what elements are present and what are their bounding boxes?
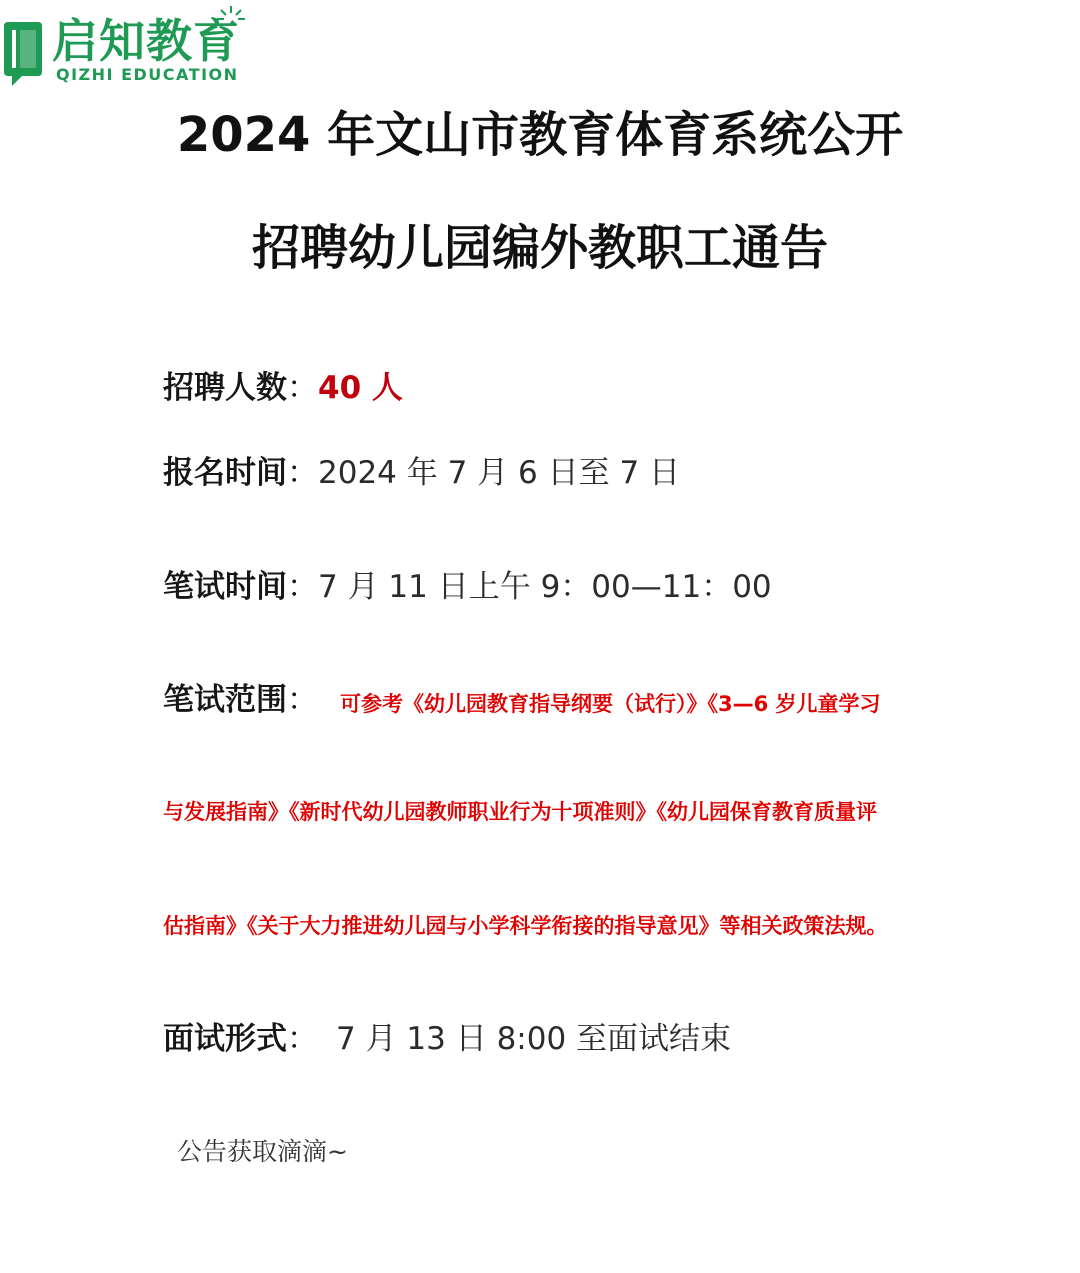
exam-time-label: 笔试时间 [163,569,287,605]
brand-name-en: QIZHI EDUCATION [56,65,239,84]
interview-colon: ： [287,1021,318,1057]
interview-value: 7 月 13 日 8:00 至面试结束 [336,1021,732,1057]
exam-scope-text-1: 可参考《幼儿园教育指导纲要（试行）》《3—6 岁儿童学习 [340,692,881,716]
exam-scope-text-2: 与发展指南》《新时代幼儿园教师职业行为十项准则》《幼儿园保育教育质量评 [163,800,877,824]
page-title-line-1: 2024 年文山市教育体育系统公开 [176,107,904,163]
page-title-line-2: 招聘幼儿园编外教职工通告 [251,220,828,276]
exam-time-colon: ： [287,569,318,605]
signup-time-row [163,453,680,498]
recruit-count-colon: ： [287,370,318,406]
exam-scope-text-3: 估指南》《关于大力推进幼儿园与小学科学衔接的指导意见》等相关政策法规。 [163,914,888,938]
recruit-count-label: 招聘人数 [163,370,287,406]
exam-time-row [163,567,772,612]
signup-time-colon: ： [287,455,318,491]
exam-time-value: 7 月 11 日上午 9：00—11：00 [318,569,772,605]
exam-scope-line-3 [163,911,888,943]
signup-time-value: 2024 年 7 月 6 日至 7 日 [318,455,681,491]
brand-name-cn: 启知教育 [52,14,240,68]
exam-scope-label: 笔试范围 [163,682,287,718]
recruit-count-row [163,368,403,413]
exam-scope-line-2 [163,797,877,829]
exam-scope-line-1 [340,689,881,721]
interview-row [163,1019,731,1064]
footer-note: 公告获取滴滴~ [177,1137,348,1166]
exam-scope-colon: ： [287,682,318,718]
exam-scope-row [163,680,318,725]
interview-label: 面试形式 [163,1021,287,1057]
brand-logo [2,4,252,88]
book-icon [2,16,46,88]
recruit-count-value: 40 人 [318,370,403,406]
signup-time-label: 报名时间 [163,455,287,491]
